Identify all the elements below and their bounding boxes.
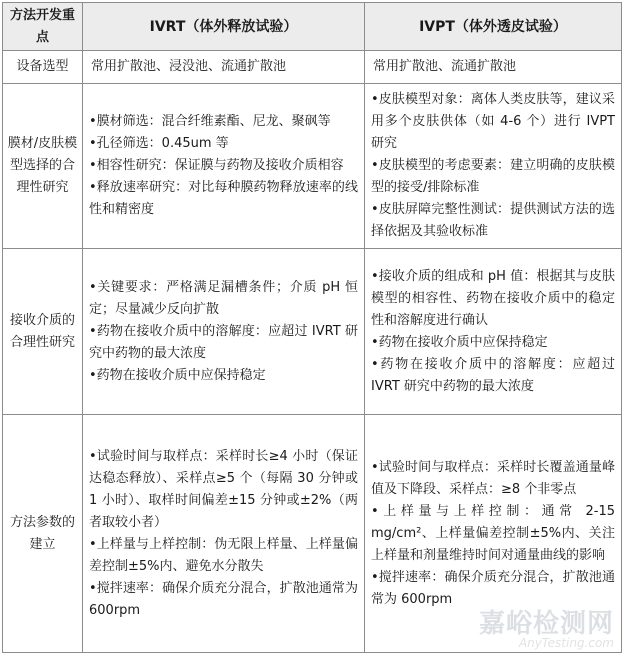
row-label-equipment: 设备选型	[3, 51, 83, 84]
bullet-item: •搅拌速率：确保介质充分混合，扩散池通常为 600rpm	[371, 569, 615, 607]
row-label-membrane: 膜材/皮肤模型选择的合理性研究	[3, 84, 83, 249]
ivpt-membrane-cell	[365, 84, 622, 249]
bullet-item: •皮肤模型的考虑要素：建立明确的皮肤模型的接受/排除标准	[371, 158, 615, 195]
bullet-item: •释放速率研究：对比每种膜药物释放速率的线性和精密度	[89, 180, 358, 217]
bullet-item: •皮肤模型对象：离体人类皮肤等，建议采用多个皮肤供体（如 4-6 个）进行 IVPT 研究	[371, 92, 615, 151]
watermark-en: AnyTesting.com	[518, 636, 614, 650]
bullet-item: •上样量与上样控制：伪无限上样量、上样量偏差控制±5%内、避免水分散失	[89, 536, 358, 574]
row-label-parameters: 方法参数的建立	[3, 415, 83, 653]
bullet-item: •药物在接收介质中的溶解度：应超过 IVRT 研究中药物的最大浓度	[89, 323, 358, 361]
comparison-table	[2, 2, 622, 653]
row-label-medium: 接收介质的合理性研究	[3, 249, 83, 415]
bullet-item: •膜材筛选：混合纤维素酯、尼龙、聚砜等	[89, 114, 331, 129]
bullet-item: •上样量与上样控制：通常 2-15 mg/cm²、上样量偏差控制±5%内、关注上样量和剂量维持时间对通量曲线的影响	[371, 503, 615, 563]
bullet-item: •药物在接收介质中应保持稳定	[371, 334, 548, 350]
ivpt-equipment-cell	[365, 51, 622, 84]
header-row	[3, 3, 622, 51]
header-ivrt: IVRT（体外释放试验）	[83, 3, 365, 51]
bullet-item: •关键要求：严格满足漏槽条件；介质 pH 恒定；尽量减少反向扩散	[89, 279, 358, 317]
bullet-item: •接收介质的组成和 pH 值：根据其与皮肤模型的相容性、药物在接收介质中的稳定性和溶解度进行确认	[371, 268, 615, 328]
header-method-focus: 方法开发重点	[3, 3, 83, 51]
bullet-item: •试验时间与取样点：采样时长≥4 小时（保证达稳态释放）、采样点≥5 个（每隔 30 分钟或 1 小时）、取样时间偏差±15 分钟或±2%（两者取较小者）	[89, 448, 358, 530]
row-medium	[3, 249, 622, 415]
bullet-item: •药物在接收介质中应保持稳定	[89, 367, 266, 383]
watermark	[479, 603, 614, 650]
bullet-item: •孔径筛选：0.45um 等	[89, 136, 229, 151]
ivrt-parameters-cell	[83, 415, 365, 653]
watermark-cn: 嘉峪检测网	[478, 609, 614, 639]
ivrt-equipment-text: 常用扩散池、浸没池、流通扩散池	[91, 59, 287, 74]
ivpt-equipment-text: 常用扩散池、流通扩散池	[373, 59, 517, 74]
bullet-item: •搅拌速率：确保介质充分混合，扩散池通常为 600rpm	[89, 580, 358, 618]
row-membrane	[3, 84, 622, 249]
header-ivpt: IVPT（体外透皮试验）	[365, 3, 622, 51]
ivrt-equipment-cell	[83, 51, 365, 84]
ivrt-membrane-cell	[83, 84, 365, 249]
ivrt-medium-cell	[83, 249, 365, 415]
bullet-item: •相容性研究：保证膜与药物及接收介质相容	[89, 158, 344, 173]
bullet-item: •试验时间与取样点：采样时长覆盖通量峰值及下降段、采样点：≥8 个非零点	[371, 459, 615, 497]
ivpt-medium-cell	[365, 249, 622, 415]
bullet-item: •药物在接收介质中的溶解度：应超过 IVRT 研究中药物的最大浓度	[371, 356, 615, 394]
bullet-item: •皮肤屏障完整性测试：提供测试方法的选择依据及其验收标准	[371, 202, 615, 239]
row-equipment	[3, 51, 622, 84]
